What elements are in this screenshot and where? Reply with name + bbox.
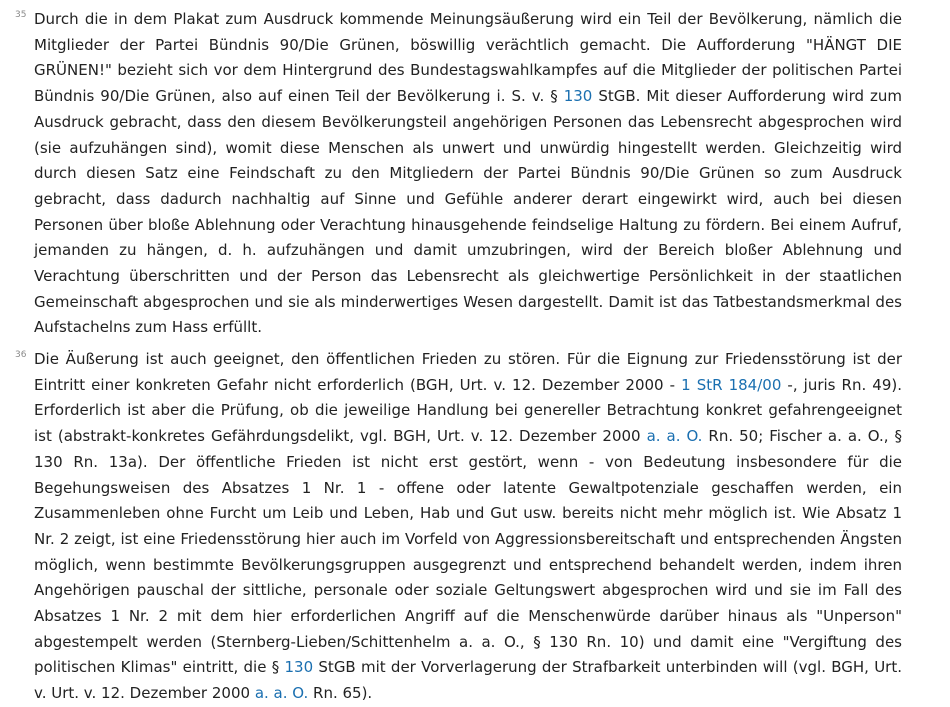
case-link-1-str-184-00[interactable]: 1 StR 184/00 <box>681 375 782 394</box>
paragraph-number: 36 <box>15 350 27 360</box>
paragraph-35 <box>0 7 902 341</box>
paragraph-number: 35 <box>15 10 27 20</box>
text-segment: Durch die in dem Plakat zum Ausdruck kommende Meinungsäußerung wird ein Teil der Bevölkerung, nämlich die Mitglieder der Partei Bündnis 90/Die Grünen, böswillig verächtlich gemacht. Die Aufforderung "HÄNGT DIE GRÜNEN!" bezieht sich vor dem Hintergrund des Bundestagswahlkampfes auf die Mitglieder der politischen Partei Bündnis 90/Die Grünen, also auf einen Teil der Bevölkerung i. S. v. § <box>34 10 902 106</box>
statute-link-130[interactable]: 130 <box>563 87 593 106</box>
text-segment: Rn. 65). <box>308 684 373 703</box>
text-segment: -, juris Rn. 49). Erforderlich ist aber die Prüfung, ob die jeweilige Handlung bei genereller Betrachtung konkret gefahrengeeignet ist (abstrakt-konkretes Gefährdungsdelikt, vgl. BGH, Urt. v. 12. Dezember 2000 <box>34 375 902 446</box>
paragraph-text <box>34 7 902 341</box>
reference-link-aao[interactable]: a. a. O. <box>254 684 309 703</box>
text-segment: Die Äußerung ist auch geeignet, den öffentlichen Frieden zu stören. Für die Eignung zur Friedensstörung ist der Eintritt einer konkreten Gefahr nicht erforderlich (BGH, Urt. v. 12. Dezember 2000 - <box>34 350 902 394</box>
statute-link-130[interactable]: 130 <box>284 658 314 677</box>
reference-link-aao[interactable]: a. a. O. <box>646 427 703 446</box>
text-segment: Rn. 50; Fischer a. a. O., § 130 Rn. 13a). Der öffentliche Frieden ist nicht erst gestört, wenn - von Bedeutung insbesondere für die Begehungsweisen des Absatzes 1 Nr. 1 - offene oder latente Gewaltpotenziale geschaffen werden, ein Zusammenleben ohne Furcht um Leib und Leben, Hab und Gut usw. bereits nicht mehr möglich ist. Wie Absatz 1 Nr. 2 zeigt, ist eine Friedensstörung hier auch im Vorfeld von Aggressionsbereitschaft und entsprechenden Ängsten möglich, wenn bestimmte Bevölkerungsgruppen ausgegrenzt und entsprechend behandelt werden, indem ihren Angehörigen pauschal der sittliche, personale oder soziale Geltungswert abgesprochen wird und sie im Fall des Absatzes 1 Nr. 2 mit dem hier erforderlichen Angriff auf die Menschenwürde darüber hinaus als "Unperson" abgestempelt werden (Sternberg-Lieben/Schittenhelm a. a. O., § 130 Rn. 10) und damit eine "Vergiftung des politischen Klimas" eintritt, die § <box>34 427 902 677</box>
text-segment: StGB mit der Vorverlagerung der Strafbarkeit unterbinden will (vgl. BGH, Urt. v. Urt. v. 12. Dezember 2000 <box>34 658 902 703</box>
paragraph-text <box>34 347 902 707</box>
paragraph-36 <box>0 347 902 707</box>
text-segment: StGB. Mit dieser Aufforderung wird zum Ausdruck gebracht, dass den diesem Bevölkerungsteil angehörigen Personen das Lebensrecht abgesprochen wird (sie aufzuhängen sind), womit diese Menschen als unwert und unwürdig hingestellt werden. Gleichzeitig wird durch diesen Satz eine Feindschaft zu den Mitgliedern der Partei Bündnis 90/Die Grünen so zum Ausdruck gebracht, dass dadurch nachhaltig auf Sinne und Gefühle anderer derart eingewirkt wird, auch bei diesen Personen über bloße Ablehnung oder Verachtung hinausgehende feindselige Haltung zu fördern. Bei einem Aufruf, jemanden zu hängen, d. h. aufzuhängen und damit umzubringen, wird der Bereich bloßer Ablehnung und Verachtung überschritten und der Person das Lebensrecht als gleichwertige Persönlichkeit in der staatlichen Gemeinschaft abgesprochen und sie als minderwertiges Wesen dargestellt. Damit ist das Tatbestandsmerkmal des Aufstachelns zum Hass erfüllt. <box>34 87 902 337</box>
